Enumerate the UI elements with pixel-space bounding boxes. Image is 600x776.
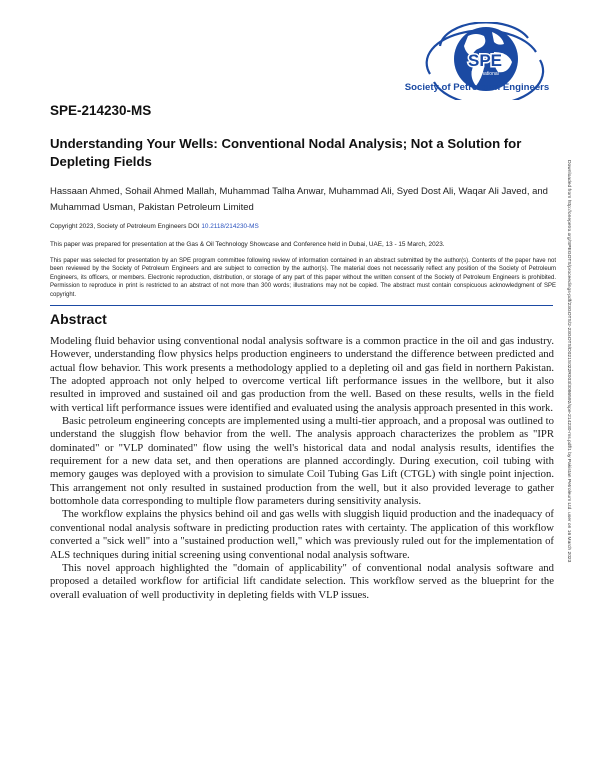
section-divider — [50, 305, 553, 306]
paper-id: SPE-214230-MS — [50, 103, 152, 118]
abstract-paragraph: The workflow explains the physics behind oil and gas wells with sluggish liquid production and the inadequacy of conventional nodal analysis software in predicting production rates with certainty. The application of this workflow converted a "sick well" into a "sustained production well," which was previously ruled out for the implementation of ALS techniques during initial screening using conventional nodal analysis software. — [50, 508, 554, 561]
copyright-text: Copyright 2023, Society of Petroleum Engineers DOI — [50, 223, 200, 230]
spe-logo-subtext: International — [471, 71, 499, 77]
paper-title: Understanding Your Wells: Conventional Nodal Analysis; Not a Solution for Depleting Fields — [50, 136, 522, 169]
abstract-heading: Abstract — [50, 311, 107, 327]
abstract-paragraph: Basic petroleum engineering concepts are implemented using a multi-tier approach, and a proposal was outlined to understand the sluggish flow behavior from the well. The analysis approach characterizes the problem as "IPR dominated" or "VLP dominated" flow using the well's historical data and nodal analysis results, identifies the requirement for a new data set, and then operations are planned accordingly. During execution, coil tubing with memory gauges was deployed with a provision to simulate Coil Tubing Gas Lift (CTGL) with single point injection. This arrangement not only resulted in sustained production from the well, but it also provided leverage to gather bottomhole data corresponding to multiple flow parameters during sensitivity analysis. — [50, 415, 554, 508]
abstract-paragraph: Modeling fluid behavior using conventional nodal analysis software is a common practice in the oil and gas industry. However, understanding flow physics helps production engineers to understand the difference between predicted and actual flow behavior. This work presents a methodology applied to a depleting oil and gas field in northern Pakistan. The adopted approach not only helped to overcome vertical lift performance issues in the wellbore, but it also resulted in improved and sustained oil and gas production from the well. Based on these results, wells in the field with vertical lift performance issues were identified and evaluated using the analysis approach presented in this work. — [50, 335, 554, 414]
copyright-line — [50, 222, 560, 231]
download-watermark: Downloaded from http://onepetro.org/SPEGOTS/proceedings-pdf/23GOTS/2-23GOTS/D021S022R003/3086592/spe-214230-ms.pdf/1 by Pakistan Petroleum Ltd. user on 16 March 2023 — [566, 160, 571, 563]
presentation-note: This paper was prepared for presentation at the Gas & Oil Technology Showcase and Conference held in Dubai, UAE, 13 - 15 March, 2023. — [50, 241, 445, 248]
doi-link[interactable]: 10.2118/214230-MS — [201, 223, 259, 230]
abstract-body — [50, 335, 554, 602]
permission-notice: This paper was selected for presentation by an SPE program committee following review of information contained in an abstract submitted by the author(s). Contents of the paper have not been reviewed by the Society of Petroleum Engineers and are subject to correction by the author(s). The material does not necessarily reflect any position of the Society of Petroleum Engineers, its officers, or members. Electronic reproduction, distribution, or storage of any part of this paper without the written consent of the Society of Petroleum Engineers is prohibited. Permission to reproduce in print is restricted to an abstract of not more than 300 words; illustrations may not be copied. The abstract must contain conspicuous acknowledgment of SPE copyright. — [50, 258, 556, 298]
spe-logo-text: SPE — [467, 51, 503, 70]
abstract-paragraph: This novel approach highlighted the "domain of applicability" of conventional nodal analysis software and proposed a detailed workflow for artificial lift candidate selection. This workflow served as the blueprint for the overall evaluation of well productivity in depleting fields with VLP issues. — [50, 561, 554, 601]
society-name: Society of Petroleum Engineers — [404, 82, 550, 93]
author-list: Hassaan Ahmed, Sohail Ahmed Mallah, Muhammad Talha Anwar, Muhammad Ali, Syed Dost Ali, Waqar Ali Javed, and Muhammad Usman, Pakistan Petroleum Limited — [50, 186, 548, 213]
